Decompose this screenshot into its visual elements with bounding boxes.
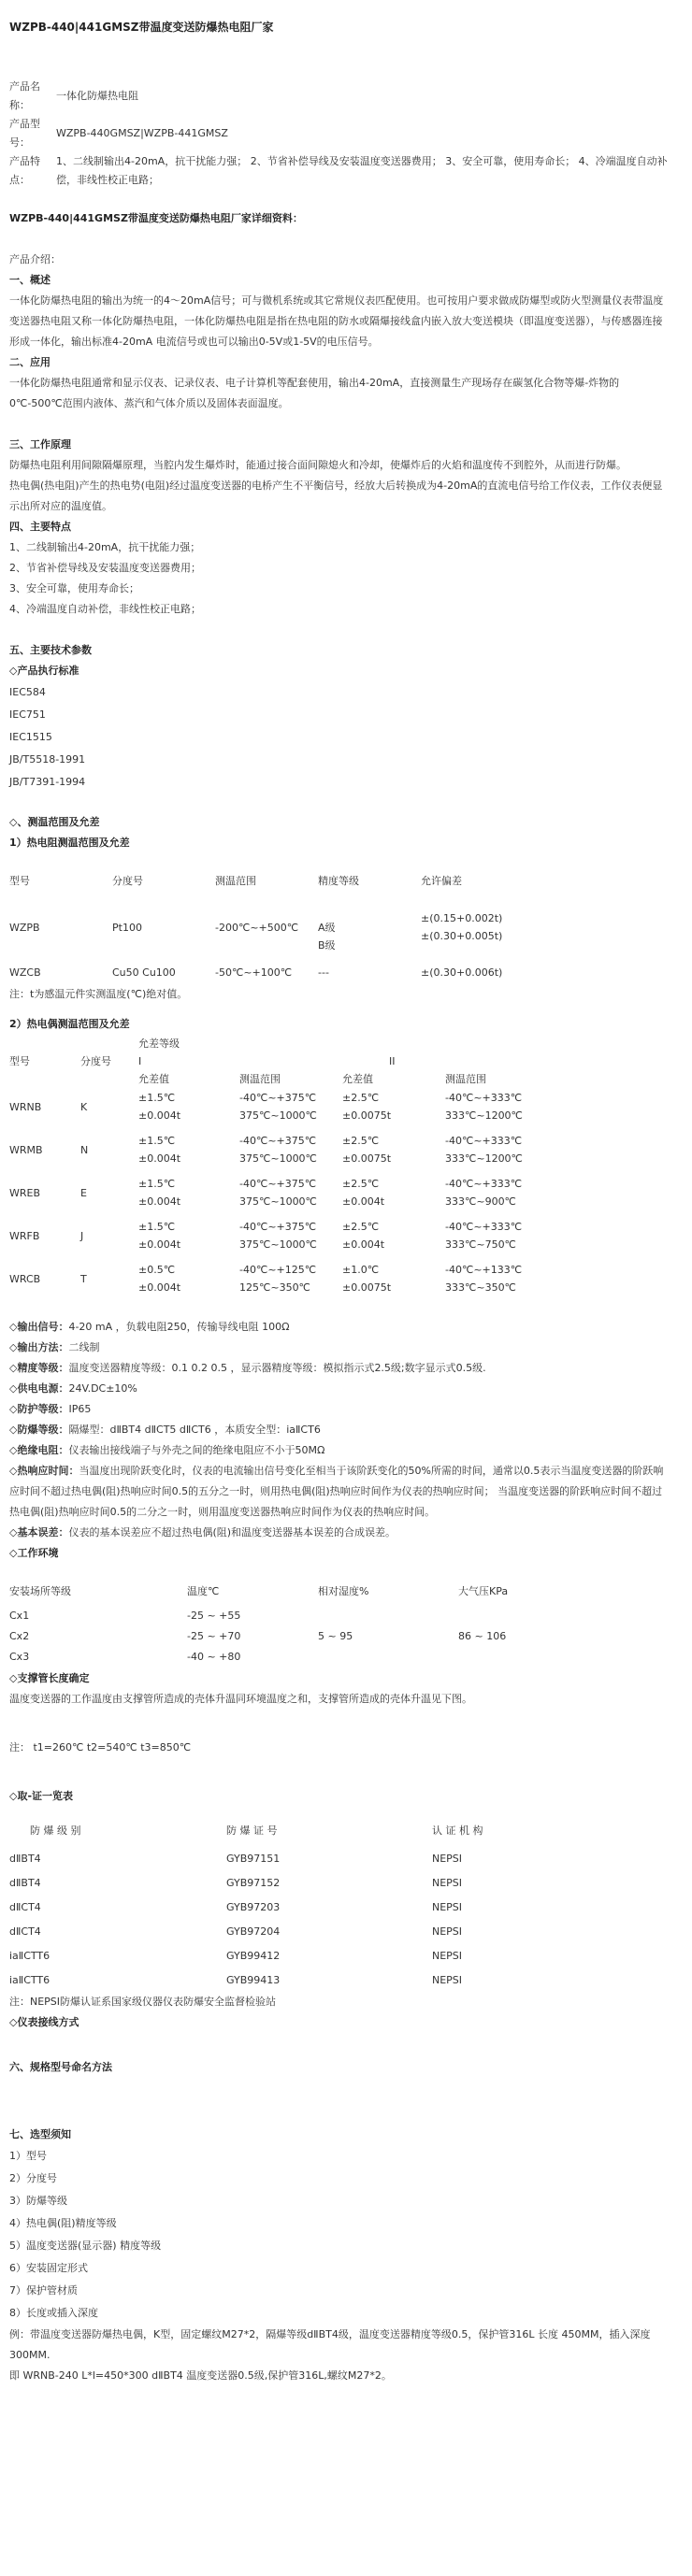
spec-value: 隔爆型：dⅡBT4 dⅡCT5 dⅡCT6 ，本质安全型：iaⅡCT6	[68, 1424, 321, 1436]
feature-item: 1、二线制输出4-20mA，抗干扰能力强；	[9, 541, 201, 553]
table-cell: -50℃~+100℃	[215, 966, 293, 979]
selection-result: 即 WRNB-240 L*l=450*300 dⅡBT4 温度变送器0.5级,保护管316L,螺纹M27*2。	[9, 2369, 392, 2382]
table-cell: ±2.5℃ ±0.004t	[342, 1178, 385, 1208]
selection-item: 8）长度或插入深度	[9, 2307, 98, 2319]
detail-title: WZPB-440|441GMSZ带温度变送防爆热电阻厂家详细资料：	[9, 212, 303, 224]
feature-item: 2、节省补偿导线及安装温度变送器费用；	[9, 562, 201, 574]
table-header-cell: 防 爆 级 别	[30, 1825, 81, 1837]
table-row	[9, 1971, 570, 1992]
table-cell: -40℃~+375℃ 375℃~1000℃	[239, 1092, 317, 1122]
table-cell: -40 ~ +80	[187, 1651, 241, 1663]
table-cell: -40℃~+375℃ 375℃~1000℃	[239, 1178, 317, 1208]
table-cell: 5 ~ 95	[318, 1630, 353, 1642]
spec-key: ◇防护等级：	[9, 1403, 69, 1415]
table-cell: -200℃~+500℃	[215, 922, 299, 934]
product-model-value: WZPB-440GMSZ|WZPB-441GMSZ	[56, 127, 228, 139]
thermocouple-table-heading: 2）热电偶测温范围及允差	[9, 1018, 130, 1030]
table-cell: dⅡCT4	[9, 1901, 41, 1913]
section-3-text-1: 防爆热电阻利用间隙隔爆原理，当腔内发生爆炸时，能通过接合面间隙熄火和冷却，使爆炸后的火焰和温度传不到腔外，从而进行防爆。	[9, 459, 627, 471]
feature-item: 4、冷端温度自动补偿，非线性校正电路；	[9, 603, 201, 615]
rtd-range-table	[9, 872, 570, 984]
selection-item: 7）保护管材质	[9, 2284, 78, 2297]
table-cell: Cx2	[9, 1630, 30, 1642]
product-name-label: 产品名 称：	[9, 80, 40, 111]
pipe-length-text: 温度变送器的工作温度由支撑管所造成的壳体升温同环境温度之和，支撑管所造成的壳体升温见下图。	[9, 1693, 472, 1705]
selection-item: 2）分度号	[9, 2172, 57, 2184]
table-cell: -40℃~+333℃ 333℃~750℃	[445, 1221, 523, 1251]
table-cell: GYB97152	[226, 1877, 281, 1889]
section-2-text: 一体化防爆热电阻通常和显示仪表、记录仪表、电子计算机等配套使用，输出4-20mA，直接测量生产现场存在碳氢化合物等爆-炸物的0℃-500℃范围内液体、蒸汽和气体介质以及固体表面温度。	[9, 377, 620, 409]
table-cell: WRFB	[9, 1230, 40, 1242]
spec-key: ◇输出信号：	[9, 1321, 69, 1333]
table-cell: -40℃~+125℃ 125℃~350℃	[239, 1264, 317, 1294]
section-2-heading: 二、应用	[9, 356, 50, 368]
table-cell: GYB99413	[226, 1974, 281, 1986]
table-cell: Cx3	[9, 1651, 30, 1663]
table-cell: Cx1	[9, 1610, 30, 1622]
table-cell: WRNB	[9, 1101, 42, 1113]
table-cell: WRMB	[9, 1144, 43, 1156]
selection-example: 例：带温度变送器防爆热电偶，K型，固定螺纹M27*2，隔爆等级dⅡBT4级，温度变送器精度等级0.5，保护管316L 长度 450MM，插入深度300MM.	[9, 2328, 651, 2361]
selection-item: 3）防爆等级	[9, 2195, 67, 2207]
table-cell	[318, 1648, 458, 1668]
table-cell: -40℃~+375℃ 375℃~1000℃	[239, 1135, 317, 1165]
intro-label: 产品介绍：	[9, 253, 61, 265]
table-row	[9, 1607, 570, 1627]
certificate-heading: ◇取-证一览表	[9, 1790, 74, 1802]
table-row	[9, 1175, 570, 1218]
selection-item: 4）热电偶(阻)精度等级	[9, 2217, 117, 2229]
standard-item: IEC584	[9, 686, 46, 698]
table-cell: K	[80, 1101, 88, 1113]
table-cell: WZPB	[9, 922, 40, 934]
product-feature-label: 产品特 点：	[9, 155, 40, 186]
section-6-heading: 六、规格型号命名方法	[9, 2061, 112, 2073]
table-cell: Pt100	[112, 922, 142, 934]
table-cell: J	[80, 1230, 84, 1242]
table-header-cell: 大气压KPa	[458, 1585, 509, 1597]
table-cell: E	[80, 1187, 87, 1199]
table-cell: iaⅡCTT6	[9, 1950, 50, 1962]
spec-item	[9, 1379, 664, 1399]
pipe-length-note: 注： t1=260℃ t2=540℃ t3=850℃	[9, 1741, 192, 1753]
table-header-cell: 型号	[9, 1055, 30, 1067]
spec-item	[9, 1461, 664, 1523]
spec-value: 4-20 mA ，负载电阻250，传输导线电阻 100Ω	[68, 1321, 290, 1333]
table-row	[9, 1132, 570, 1175]
table-cell: dⅡCT4	[9, 1925, 41, 1938]
spec-key: ◇绝缘电阻：	[9, 1444, 69, 1456]
table-header-cell: 精度等级	[318, 875, 359, 887]
spec-value: IP65	[68, 1403, 92, 1415]
product-feature-value: 1、二线制输出4-20mA，抗干扰能力强； 2、节省补偿导线及安装温度变送器费用； 3、安全可靠，使用寿命长； 4、冷端温度自动补偿，非线性校正电路；	[56, 155, 668, 186]
table-cell: GYB97203	[226, 1901, 281, 1913]
table-cell: NEPSI	[432, 1974, 463, 1986]
table-cell: GYB97151	[226, 1853, 281, 1865]
table-header-cell: 允差值	[342, 1073, 373, 1085]
table-header-cell: 测温范围	[215, 875, 256, 887]
section-1-text: 一体化防爆热电阻的输出为统一的4～20mA信号；可与微机系统或其它常规仪表匹配使用。也可按用户要求做成防爆型或防火型测量仪表带温度变送器热电阻又称一体化防爆热电阻，一体化防爆热电阻是指在热电阻的防水或隔爆接线盒内嵌入放大变送模块（即温度变送器），与传感器连接形成一体化，输出标准4-20mA 电流信号或也可以输出0-5V或1-5V的电压信号。	[9, 294, 664, 348]
standard-item: JB/T5518-1991	[9, 753, 86, 766]
section-3-heading: 三、工作原理	[9, 438, 71, 451]
table-cell: WZCB	[9, 966, 41, 979]
table-cell: NEPSI	[432, 1853, 463, 1865]
certificate-table	[9, 1822, 570, 1992]
spec-list	[9, 1317, 664, 1543]
table-cell: -40℃~+133℃ 333℃~350℃	[445, 1264, 523, 1294]
spec-item	[9, 1523, 664, 1543]
section-5-heading: 五、主要技术参数	[9, 644, 92, 656]
table-cell: -25 ~ +70	[187, 1630, 241, 1642]
table-cell: dⅡBT4	[9, 1877, 41, 1889]
table-row	[9, 1648, 570, 1668]
spec-key: ◇热响应时间：	[9, 1465, 79, 1477]
table-header-cell: 温度℃	[187, 1585, 220, 1597]
product-model-label: 产品型 号：	[9, 118, 40, 149]
spec-item	[9, 1420, 664, 1440]
table-header-cell: 分度号	[80, 1055, 111, 1067]
table-cell: NEPSI	[432, 1950, 463, 1962]
table-cell: iaⅡCTT6	[9, 1974, 50, 1986]
range-heading: ◇、测温范围及允差	[9, 816, 100, 828]
table-cell: WRCB	[9, 1273, 41, 1285]
spec-item	[9, 1338, 664, 1358]
spec-item	[9, 1399, 664, 1420]
table-cell: WREB	[9, 1187, 41, 1199]
table-header-cell: 型号	[9, 875, 30, 887]
table-header-cell: 测温范围	[239, 1073, 281, 1085]
table-header-cell: 相对湿度%	[318, 1585, 369, 1597]
standard-item: IEC751	[9, 708, 46, 721]
spec-value: 当温度出现阶跃变化时，仪表的电流输出信号变化至相当于该阶跃变化的50%所需的时间，通常以0.5表示当温度变送器的阶跃响应时间不超过热电偶(阻)热响应时间0.5的五分之一时，则用热电偶(阻)热响应时间作为仪表的热响应时间； 当温度变送器的阶跃响应时间不超过热电偶(阻)热响应时间0.5的二分之一时，则用温度变送器热响应时间作为仪表的热响应时间。	[9, 1465, 664, 1518]
table-header-cell: 分度号	[112, 875, 143, 887]
environment-table	[9, 1582, 570, 1668]
table-cell: ±1.5℃ ±0.004t	[138, 1178, 181, 1208]
standard-item: JB/T7391-1994	[9, 776, 86, 788]
standards-heading: ◇产品执行标准	[9, 665, 79, 677]
table-cell: ±1.5℃ ±0.004t	[138, 1092, 181, 1122]
spec-value: 24V.DC±10%	[68, 1382, 137, 1395]
product-info	[9, 78, 668, 188]
table-cell: ---	[318, 966, 329, 979]
table-header-cell: 允差等级 I	[138, 1038, 180, 1067]
table-cell: ±(0.15+0.002t) ±(0.30+0.005t)	[421, 912, 503, 942]
table-cell: NEPSI	[432, 1925, 463, 1938]
table-cell: A级 B级	[318, 922, 336, 952]
table-row	[9, 1874, 570, 1898]
table-cell: 86 ~ 106	[458, 1630, 507, 1642]
table-row	[9, 1850, 570, 1874]
table-header-cell: 认 证 机 构	[432, 1825, 483, 1837]
table-row	[9, 1947, 570, 1971]
table-header-cell: 允许偏差	[421, 875, 462, 887]
spec-key: ◇基本误差：	[9, 1526, 69, 1538]
section-7-heading: 七、选型须知	[9, 2128, 71, 2140]
table-cell: -40℃~+333℃ 333℃~1200℃	[445, 1135, 523, 1165]
table-cell: -25 ~ +55	[187, 1610, 241, 1622]
table-cell	[318, 1607, 458, 1627]
table-cell: GYB97204	[226, 1925, 281, 1938]
spec-item	[9, 1358, 664, 1379]
table-cell: ±2.5℃ ±0.0075t	[342, 1135, 392, 1165]
table-row	[9, 1218, 570, 1261]
table-row	[9, 1261, 570, 1304]
table-cell: ±2.5℃ ±0.004t	[342, 1221, 385, 1251]
rtd-note: 注：t为感温元件实测温度(℃)绝对值。	[9, 988, 188, 1000]
table-cell: NEPSI	[432, 1877, 463, 1889]
table-cell: GYB99412	[226, 1950, 281, 1962]
spec-key: ◇输出方法：	[9, 1341, 69, 1353]
table-cell: T	[80, 1273, 87, 1285]
table-cell: ±1.5℃ ±0.004t	[138, 1221, 181, 1251]
spec-item	[9, 1440, 664, 1461]
environment-heading: ◇工作环境	[9, 1547, 59, 1559]
table-cell: -40℃~+375℃ 375℃~1000℃	[239, 1221, 317, 1251]
table-cell: Cu50 Cu100	[112, 966, 176, 979]
feature-item: 3、安全可靠，使用寿命长；	[9, 582, 139, 594]
spec-key: ◇防爆等级：	[9, 1424, 69, 1436]
product-name-value: 一体化防爆热电阻	[56, 90, 138, 102]
table-header-cell: II	[389, 1055, 396, 1067]
table-cell: ±2.5℃ ±0.0075t	[342, 1092, 392, 1122]
spec-item	[9, 1317, 664, 1338]
table-cell: ±1.5℃ ±0.004t	[138, 1135, 181, 1165]
table-cell: -40℃~+333℃ 333℃~1200℃	[445, 1092, 523, 1122]
wiring-heading: ◇仪表接线方式	[9, 2016, 79, 2028]
table-header-cell: 安装场所等级	[9, 1585, 71, 1597]
table-row	[9, 1627, 570, 1648]
table-row	[9, 1898, 570, 1923]
selection-item: 5）温度变送器(显示器) 精度等级	[9, 2240, 162, 2252]
spec-value: 温度变送器精度等级：0.1 0.2 0.5 ，显示器精度等级：模拟指示式2.5级;数字显示式0.5级.	[68, 1362, 486, 1374]
table-cell	[458, 1648, 570, 1668]
page-title: WZPB-440|441GMSZ带温度变送防爆热电阻厂家	[9, 21, 274, 34]
spec-value: 仪表输出接线端子与外壳之间的绝缘电阻应不小于50MΩ	[68, 1444, 325, 1456]
table-header-cell: 防 爆 证 号	[226, 1825, 278, 1837]
table-header-cell: 测温范围	[445, 1073, 486, 1085]
certificate-note: 注：NEPSI防爆认证系国家级仪器仪表防爆安全监督检验站	[9, 1996, 277, 2008]
spec-key: ◇供电电源：	[9, 1382, 69, 1395]
table-cell: dⅡBT4	[9, 1853, 41, 1865]
table-cell: ±0.5℃ ±0.004t	[138, 1264, 181, 1294]
spec-value: 仪表的基本误差应不超过热电偶(阻)和温度变送器基本误差的合成误差。	[68, 1526, 396, 1538]
table-cell: -40℃~+333℃ 333℃~900℃	[445, 1178, 523, 1208]
spec-key: ◇精度等级：	[9, 1362, 69, 1374]
pipe-length-heading: ◇支撑管长度确定	[9, 1672, 90, 1684]
section-1-heading: 一、概述	[9, 274, 50, 286]
selection-item: 6）安装固定形式	[9, 2262, 88, 2274]
thermocouple-range-table	[9, 1035, 570, 1304]
rtd-table-heading: 1）热电阻测温范围及允差	[9, 837, 130, 849]
selection-item: 1）型号	[9, 2150, 47, 2162]
spec-value: 二线制	[68, 1341, 100, 1353]
table-cell: NEPSI	[432, 1901, 463, 1913]
table-row	[9, 1089, 570, 1132]
table-cell: ±1.0℃ ±0.0075t	[342, 1264, 392, 1294]
section-3-text-2: 热电偶(热电阻)产生的热电势(电阻)经过温度变送器的电桥产生不平衡信号，经放大后转换成为4-20mA的直流电信号给工作仪表，工作仪表便显示出所对应的温度值。	[9, 479, 663, 512]
section-4-heading: 四、主要特点	[9, 521, 71, 533]
table-cell	[458, 1607, 570, 1627]
table-cell: ±(0.30+0.006t)	[421, 966, 503, 979]
table-cell: N	[80, 1144, 89, 1156]
table-row	[9, 1923, 570, 1947]
standard-item: IEC1515	[9, 731, 52, 743]
table-header-cell: 允差值	[138, 1073, 169, 1085]
